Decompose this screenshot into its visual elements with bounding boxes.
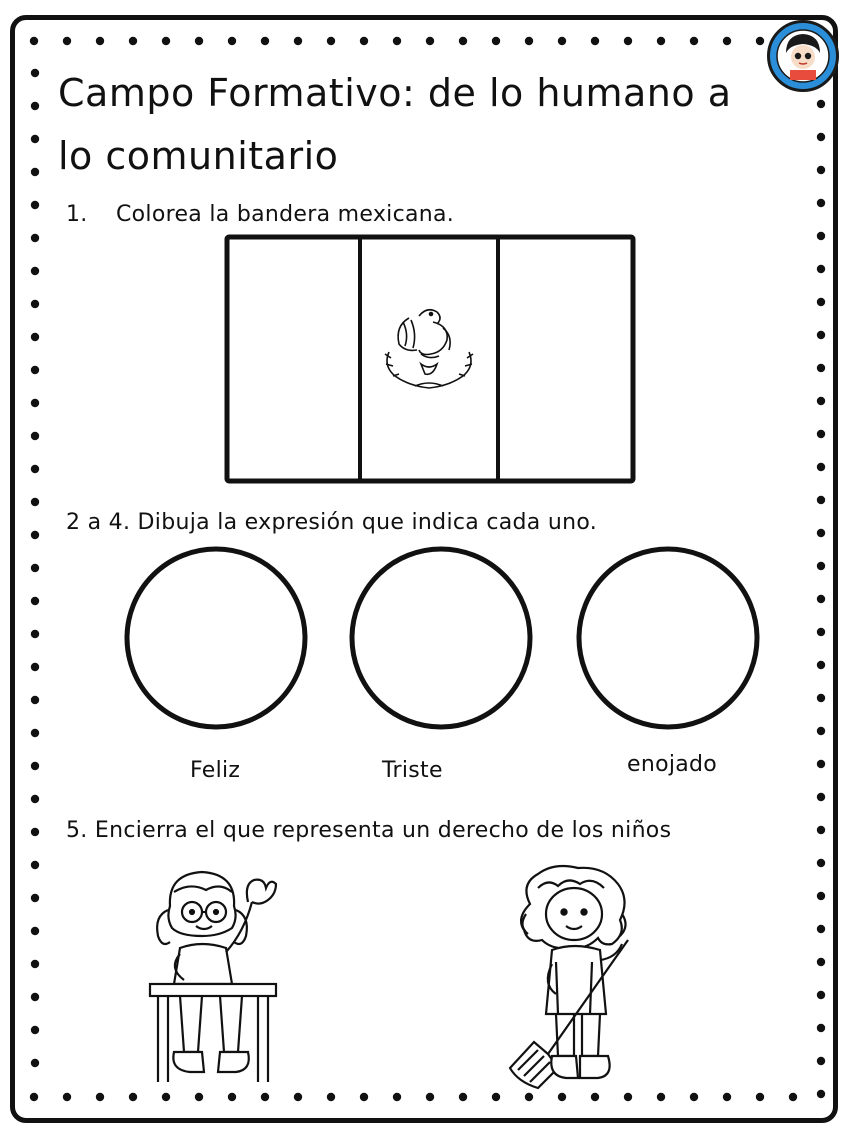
girl-at-desk-illustration[interactable] bbox=[140, 862, 290, 1088]
face-label-feliz: Feliz bbox=[190, 758, 241, 783]
question-5: 5. Encierra el que representa un derecho de los niños bbox=[66, 818, 672, 843]
face-circle-1[interactable] bbox=[127, 549, 305, 727]
question-2-4: 2 a 4. Dibuja la expresión que indica cada uno. bbox=[66, 510, 597, 535]
girl-sweeping-illustration[interactable] bbox=[508, 864, 646, 1090]
face-label-enojado: enojado bbox=[627, 752, 718, 777]
face-label-triste: Triste bbox=[382, 758, 443, 783]
face-circle-3[interactable] bbox=[579, 549, 757, 727]
page-title: Campo Formativo: de lo humano a lo comunitario bbox=[58, 71, 732, 178]
face-circle-2[interactable] bbox=[352, 549, 530, 727]
question-number: 1. bbox=[66, 202, 88, 227]
question-1-text: Colorea la bandera mexicana. bbox=[116, 202, 455, 227]
